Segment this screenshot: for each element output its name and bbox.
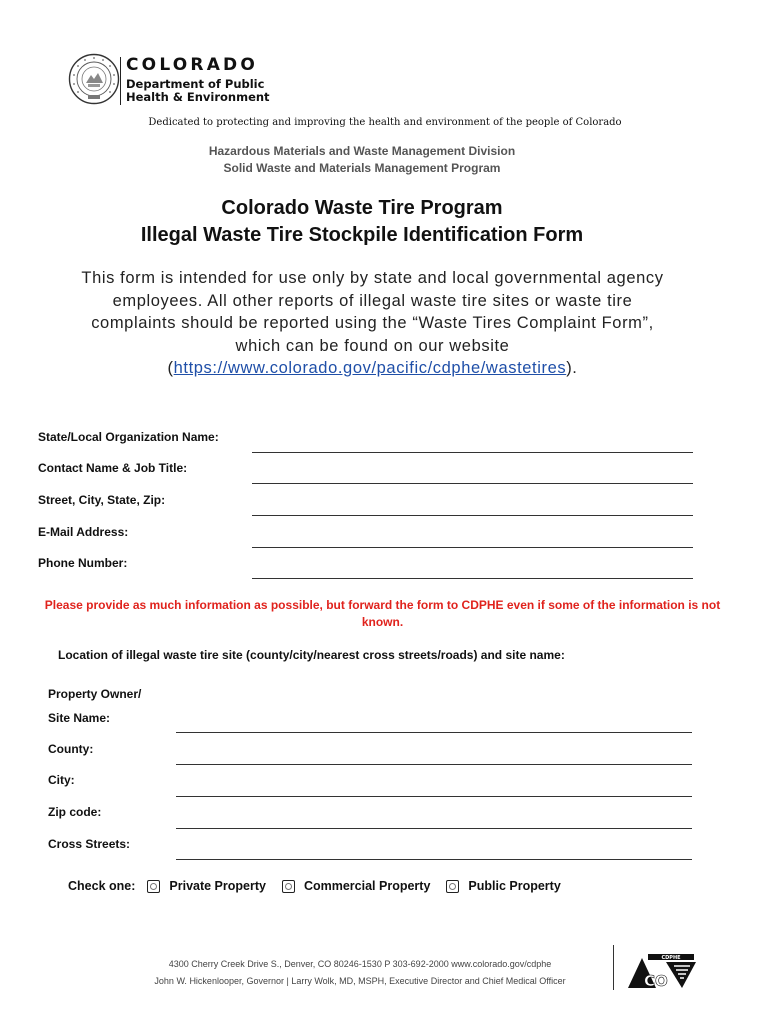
wastetires-link[interactable]: https://www.colorado.gov/pacific/cdphe/wastetires	[173, 359, 567, 377]
footer-officials: John W. Hickenlooper, Governor | Larry Wolk, MD, MSPH, Executive Director and Chief Medical Officer	[154, 976, 566, 986]
county-field[interactable]	[176, 764, 692, 765]
site-name-label: Site Name:	[48, 711, 111, 725]
department-line-1: Department of Public	[126, 77, 265, 91]
street-address-field[interactable]	[252, 515, 693, 516]
zip-code-label: Zip code:	[48, 805, 102, 819]
footer-address: 4300 Cherry Creek Drive S., Denver, CO 80246-1530 P 303-692-2000 www.colorado.gov/cdphe	[168, 959, 552, 969]
organization-name-label: State/Local Organization Name:	[38, 430, 219, 444]
property-owner-label: Property Owner/	[48, 687, 142, 701]
intro-text-end: ).	[566, 359, 578, 377]
phone-field[interactable]	[252, 578, 693, 579]
phone-label: Phone Number:	[38, 556, 128, 570]
city-label: City:	[48, 773, 75, 787]
private-property-label: Private Property	[169, 879, 266, 893]
organization-name-field[interactable]	[252, 452, 693, 453]
division-heading	[0, 143, 724, 176]
footer-divider	[613, 945, 614, 990]
svg-text:CDPHE: CDPHE	[661, 955, 681, 961]
contact-name-label: Contact Name & Job Title:	[38, 461, 188, 475]
tagline: Dedicated to protecting and improving the health and environment of the people of Colorado	[148, 117, 622, 128]
cdphe-co-logo	[626, 952, 698, 990]
commercial-property-checkbox[interactable]	[282, 880, 295, 893]
county-label: County:	[48, 742, 94, 756]
logo-divider	[120, 57, 121, 105]
private-property-checkbox[interactable]	[147, 880, 160, 893]
street-address-label: Street, City, State, Zip:	[38, 493, 166, 507]
intro-text: This form is intended for use only by state and local governmental agency employees. All other reports of illegal waste tire sites or waste tire complaints should be reported using the “Waste Tires Complaint Form”, which can be found on our website (	[81, 269, 664, 377]
department-name	[126, 78, 270, 104]
cross-streets-label: Cross Streets:	[48, 837, 131, 851]
property-type-options	[68, 877, 577, 895]
cross-streets-field[interactable]	[176, 859, 692, 860]
contact-name-field[interactable]	[252, 483, 693, 484]
department-line-2: Health & Environment	[126, 90, 270, 104]
public-property-label: Public Property	[468, 879, 561, 893]
property-owner-field[interactable]	[176, 732, 692, 733]
email-label: E-Mail Address:	[38, 525, 129, 539]
email-field[interactable]	[252, 547, 693, 548]
division-line-1: Hazardous Materials and Waste Management Division	[208, 144, 516, 158]
zip-code-field[interactable]	[176, 828, 692, 829]
form-title	[0, 195, 724, 249]
form-title-line-2: Illegal Waste Tire Stockpile Identification Form	[140, 224, 584, 246]
division-line-2: Solid Waste and Materials Management Program	[223, 160, 501, 175]
city-field[interactable]	[176, 796, 692, 797]
brand-name: COLORADO	[126, 55, 259, 75]
check-one-label: Check one:	[68, 879, 136, 893]
public-property-checkbox[interactable]	[446, 880, 459, 893]
colorado-state-seal	[68, 53, 120, 105]
form-title-line-1: Colorado Waste Tire Program	[221, 197, 503, 219]
commercial-property-label: Commercial Property	[303, 879, 431, 893]
intro-paragraph	[80, 267, 665, 380]
location-label: Location of illegal waste tire site (county/city/nearest cross streets/roads) and site name:	[58, 648, 565, 662]
notice-text: Please provide as much information as possible, but forward the form to CDPHE even if some of the information is not known.	[44, 598, 721, 629]
svg-text:CO: CO	[644, 972, 668, 990]
